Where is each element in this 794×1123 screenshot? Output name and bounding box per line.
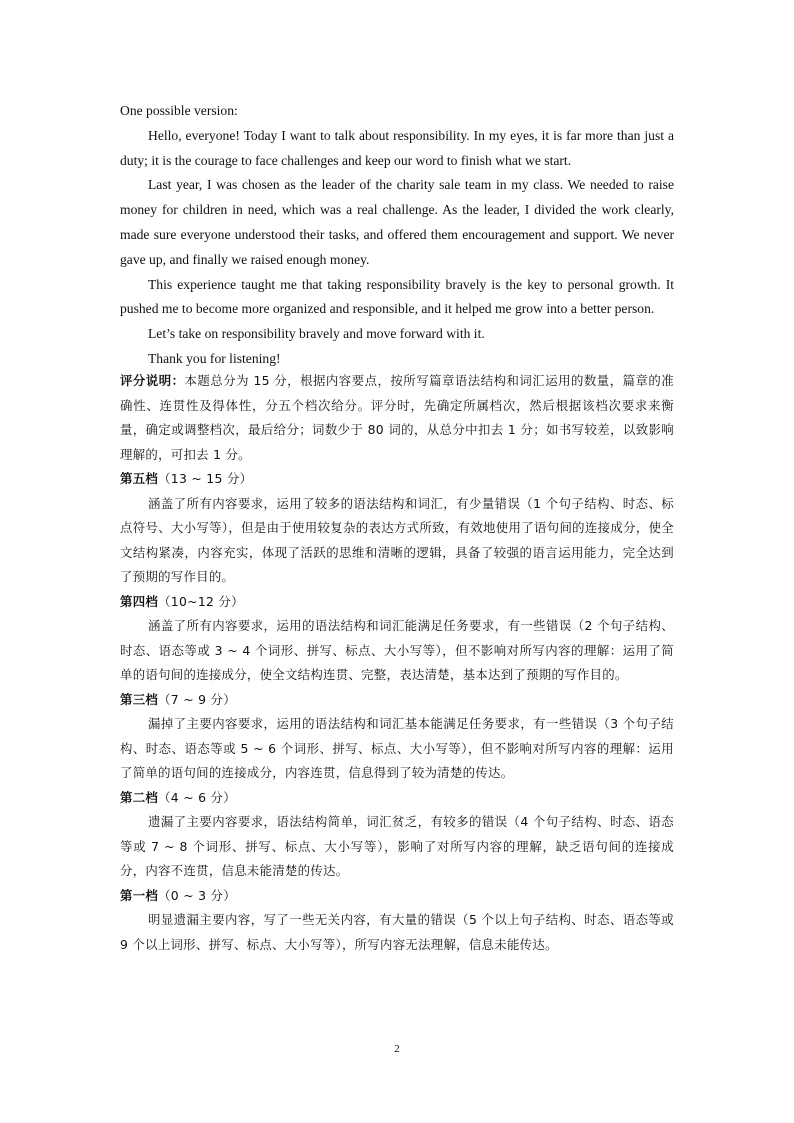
level-title: 第二档 — [120, 789, 159, 805]
level-title: 第一档 — [120, 887, 159, 903]
essay-paragraph: Let’s take on responsibility bravely and move forward with it. — [148, 326, 485, 342]
scoring-intro — [120, 369, 674, 467]
level-description: 遗漏了主要内容要求，语法结构简单，词汇贫乏，有较多的错误（4 个句子结构、时态、语态等或 7 ~ 8 个词形、拼写、标点、大小写等），影响了对所写内容的理解，缺乏语句间的连接成分，内容不连贯，信息未能清楚的传达。 — [120, 814, 674, 878]
level-range: （13 ~ 15 分） — [158, 471, 253, 486]
level-heading — [120, 786, 674, 811]
level-heading — [120, 884, 674, 909]
page-number: 2 — [394, 1043, 400, 1055]
essay-section — [120, 99, 674, 372]
level-heading — [120, 467, 674, 492]
essay-paragraph: Last year, I was chosen as the leader of the charity sale team in my class. We needed to raise money for children in need, which was a real challenge. As the leader, I divided the work clearly, made sure everyone understood their tasks, and offered them encouragement and support. We never gave up, and finally we raised enough money. — [120, 177, 674, 267]
level-heading — [120, 688, 674, 713]
level-title: 第三档 — [120, 691, 159, 707]
level-description: 涵盖了所有内容要求，运用了较多的语法结构和词汇，有少量错误（1 个句子结构、时态、标点符号、大小写等），但是由于使用较复杂的表达方式所致，有效地使用了语句间的连接成分，使全文结构紧凑，内容充实，体现了活跃的思维和清晰的逻辑，具备了较强的语言运用能力，完全达到了预期的写作目的。 — [120, 495, 674, 584]
level-title: 第四档 — [120, 593, 159, 609]
level-range: （10~12 分） — [158, 593, 244, 609]
level-range: （7 ~ 9 分） — [158, 691, 236, 707]
level-description: 涵盖了所有内容要求，运用的语法结构和词汇能满足任务要求，有一些错误（2 个句子结构、时态、语态等或 3 ~ 4 个词形、拼写、标点、大小写等），但不影响对所写内容的理解：运用了简单的语句间的连接成分，使全文结构连贯、完整，表达清楚，基本达到了预期的写作目的。 — [120, 618, 674, 682]
level-range: （4 ~ 6 分） — [158, 789, 236, 805]
scoring-intro-label: 评分说明： — [120, 373, 185, 388]
scoring-intro-text: 本题总分为 15 分，根据内容要点，按所写篇章语法结构和词汇运用的数量，篇章的准确性、连贯性及得体性，分五个档次给分。评分时，先确定所属档次，然后根据该档次要求来衡量，确定或调整档次，最后给分；词数少于 80 词的，从总分中扣去 1 分；如书写较差，以致影响理解的，可扣去 1 分。 — [120, 373, 674, 462]
essay-paragraph: Thank you for listening! — [148, 350, 281, 366]
level-range: （0 ~ 3 分） — [158, 887, 236, 903]
essay-heading: One possible version: — [120, 103, 238, 118]
essay-paragraph: Hello, everyone! Today I want to talk about responsibility. In my eyes, it is far more than just a duty; it is the courage to face challenges and keep our word to finish what we start. — [120, 127, 674, 168]
level-title: 第五档 — [120, 471, 159, 486]
level-heading — [120, 590, 674, 615]
level-description: 漏掉了主要内容要求，运用的语法结构和词汇基本能满足任务要求，有一些错误（3 个句子结构、时态、语态等或 5 ~ 6 个词形、拼写、标点、大小写等），但不影响对所写内容的理解：运用了简单的语句间的连接成分，内容连贯，信息得到了较为清楚的传达。 — [120, 716, 674, 780]
essay-paragraph: This experience taught me that taking responsibility bravely is the key to personal growth. It pushed me to become more organized and responsible, and it helped me grow into a better person. — [120, 276, 674, 317]
scoring-section — [120, 369, 674, 957]
level-description: 明显遗漏主要内容，写了一些无关内容，有大量的错误（5 个以上句子结构、时态、语态等或 9 个以上词形、拼写、标点、大小写等），所写内容无法理解，信息未能传达。 — [120, 912, 674, 952]
